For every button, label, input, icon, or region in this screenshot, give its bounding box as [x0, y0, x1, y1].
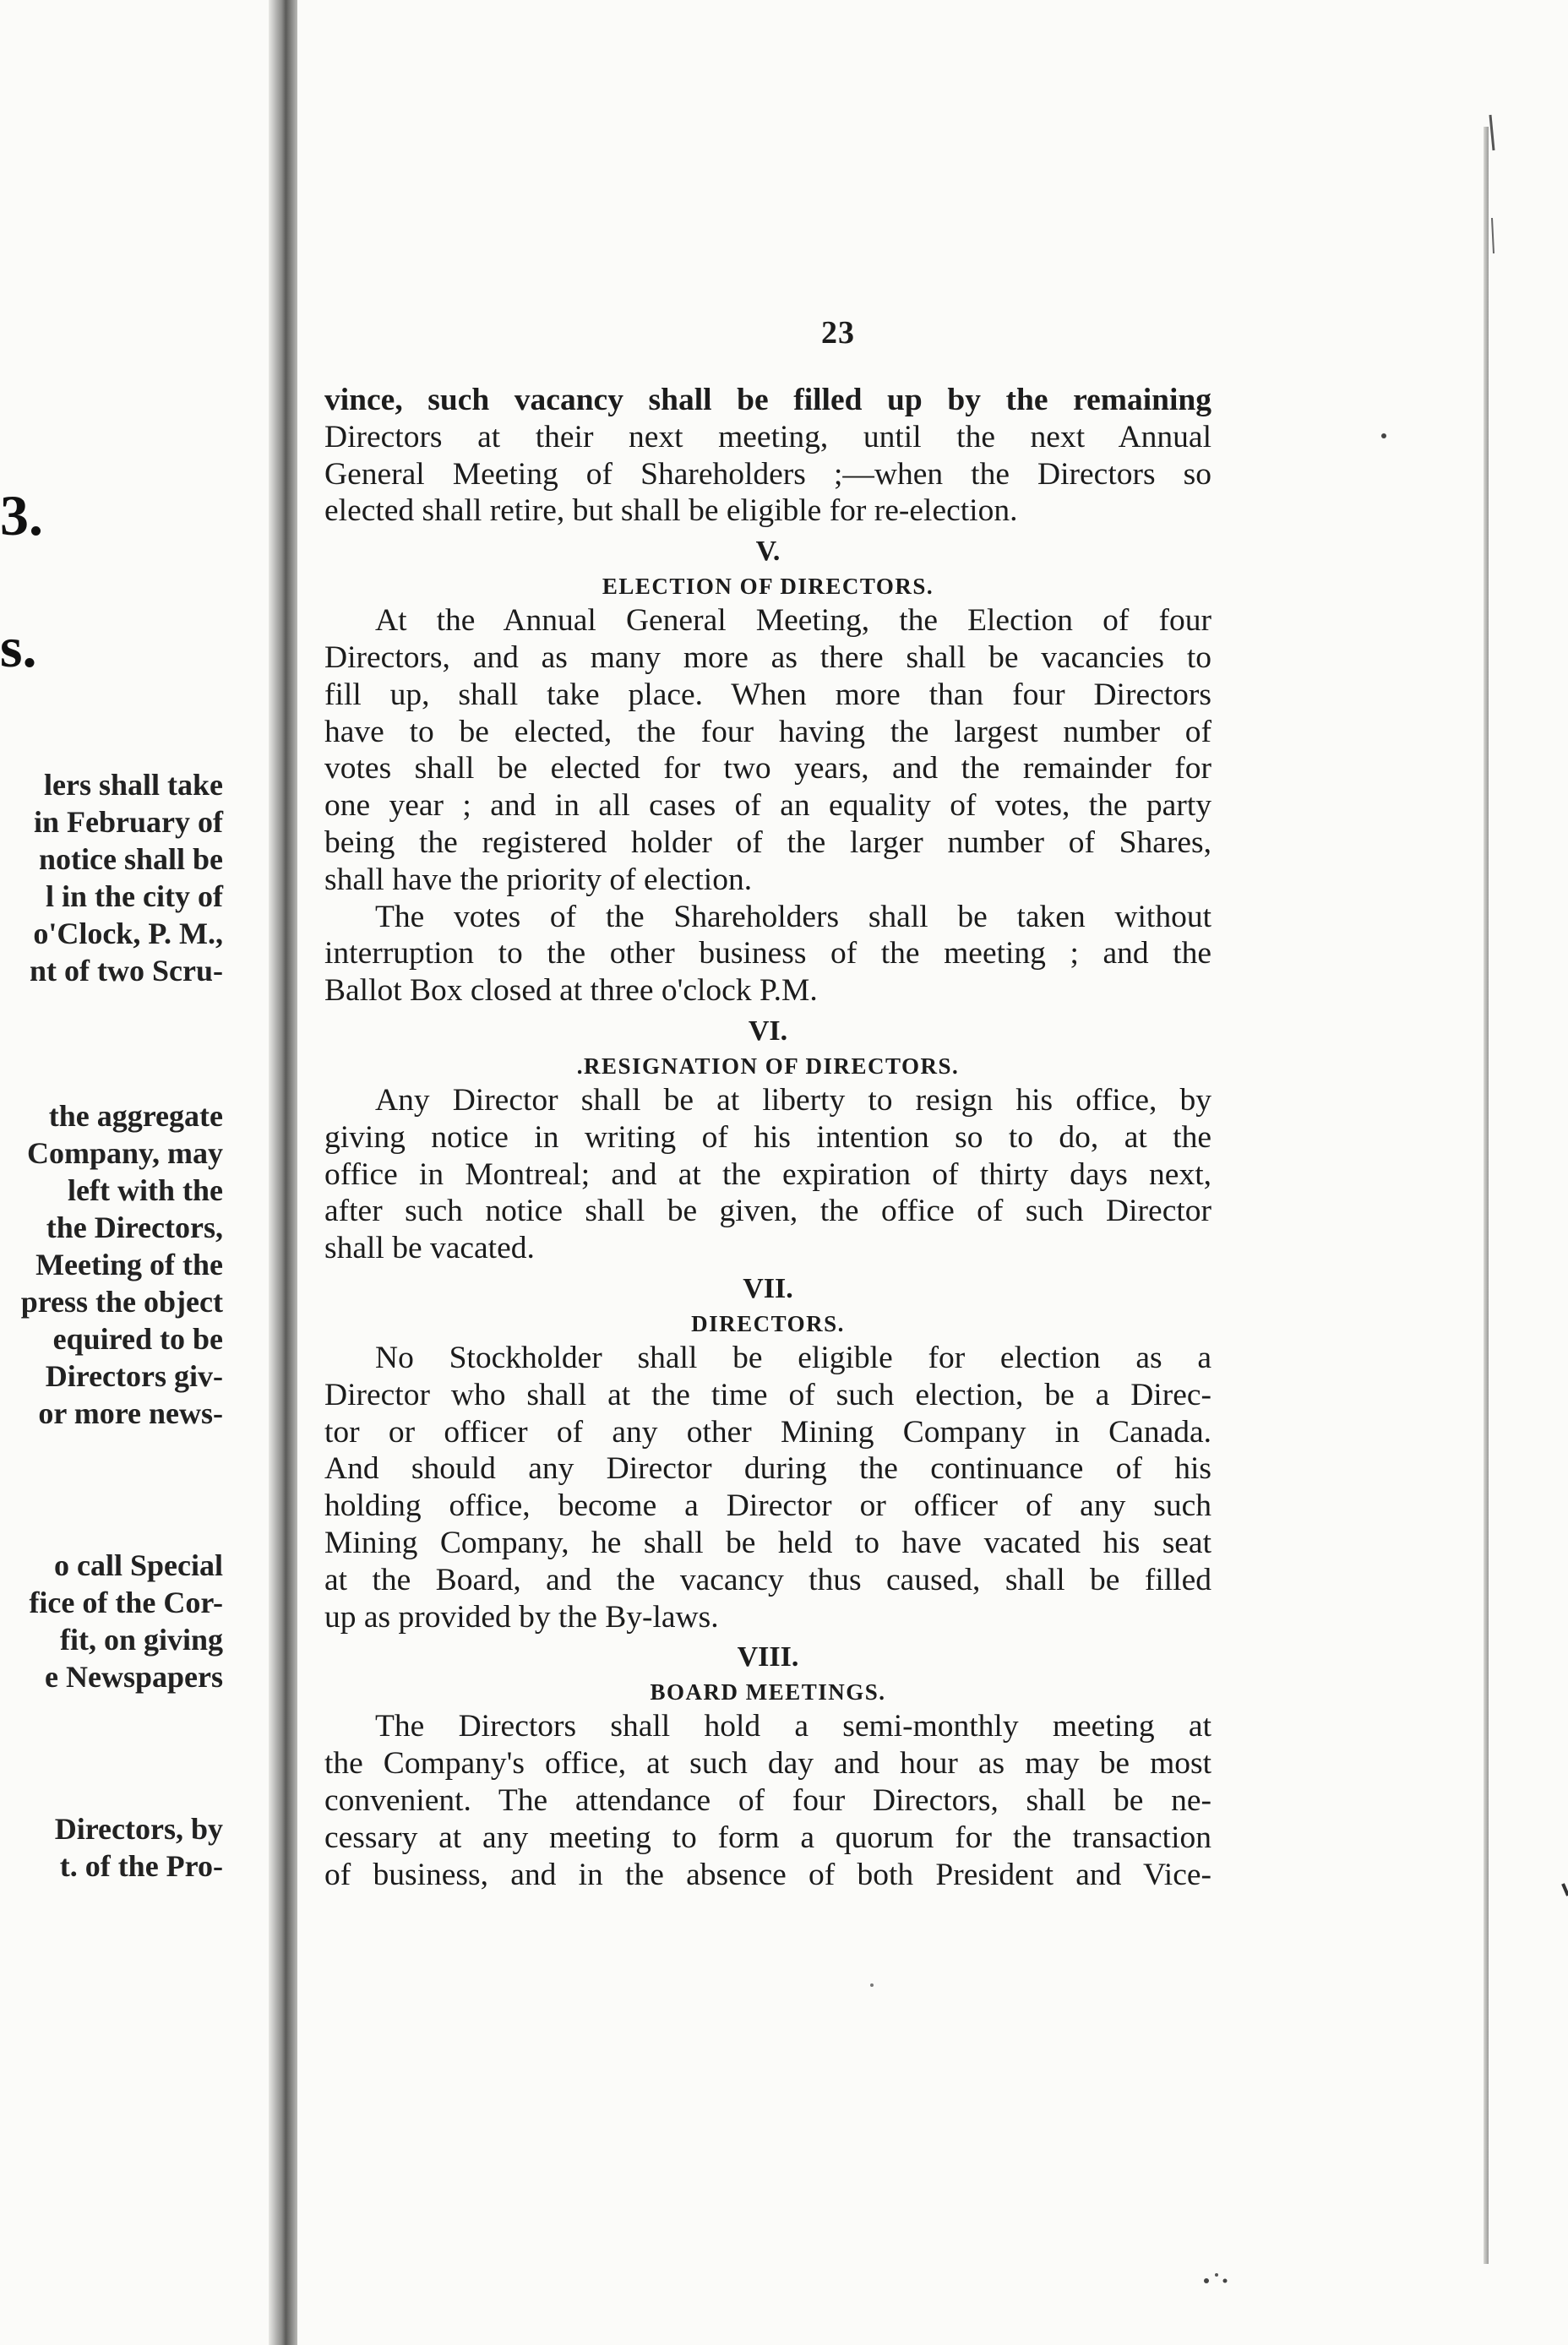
- text-line: cessary at any meeting to form a quorum for the transaction: [324, 1820, 1211, 1855]
- text-line: shall have the priority of election.: [324, 862, 753, 897]
- text-line: convenient. The attendance of four Directors, shall be ne-: [324, 1782, 1211, 1818]
- section-numeral: VI.: [748, 1015, 788, 1047]
- left-page-line: Directors, by: [54, 1812, 223, 1846]
- section-heading: DIRECTORS.: [691, 1310, 845, 1336]
- left-page-glyph: s.: [0, 615, 37, 679]
- left-page-glyph: 3.: [0, 483, 43, 547]
- text-line: after such notice shall be given, the office of such Director: [324, 1194, 1211, 1229]
- text-line: No Stockholder shall be eligible for election as a: [375, 1340, 1211, 1375]
- text-line: office in Montreal; and at the expiration of thirty days next,: [324, 1156, 1211, 1192]
- text-line: at the Board, and the vacancy thus caused, shall be filled: [324, 1562, 1211, 1597]
- left-page-line: nt of two Scru-: [30, 954, 223, 988]
- left-page-line: o call Special: [54, 1548, 223, 1582]
- section-numeral: V.: [755, 536, 781, 568]
- left-page-line: lers shall take: [44, 768, 223, 802]
- text-line: the Company's office, at such day and hour as may be most: [324, 1746, 1211, 1782]
- left-page-line: left with the: [68, 1173, 223, 1207]
- left-page-line: press the object: [20, 1285, 223, 1319]
- section-heading: ELECTION OF DIRECTORS.: [602, 574, 934, 600]
- text-line: interruption to the other business of the meeting ; and the: [324, 936, 1211, 971]
- left-page-fragment: [0, 51, 253, 2289]
- text-line: The votes of the Shareholders shall be taken without: [375, 899, 1211, 934]
- text-line: And should any Director during the continuance of his: [324, 1451, 1211, 1487]
- text-line: shall be vacated.: [324, 1231, 535, 1266]
- margin-specks: [1487, 0, 1568, 2345]
- left-page-line: l in the city of: [46, 879, 223, 913]
- section-heading: .RESIGNATION OF DIRECTORS.: [576, 1053, 960, 1079]
- page-number: 23: [821, 315, 855, 351]
- text-line: vince, such vacancy shall be filled up by the remaining: [324, 383, 1211, 417]
- left-page-line: in February of: [34, 805, 223, 839]
- book-gutter: [269, 0, 297, 2345]
- text-line: holding office, become a Director or officer of any such: [324, 1488, 1211, 1524]
- left-page-line: or more news-: [38, 1396, 223, 1430]
- scan-specks: [297, 0, 1484, 2345]
- text-line: of business, and in the absence of both President and Vice-: [324, 1857, 1211, 1892]
- text-line: Mining Company, he shall be held to have vacated his seat: [324, 1525, 1211, 1560]
- left-page-line: notice shall be: [38, 842, 223, 876]
- text-line: fill up, shall take place. When more than four Directors: [324, 677, 1211, 712]
- left-page-line: e Newspapers: [45, 1660, 223, 1694]
- left-page-line: equired to be: [52, 1322, 223, 1356]
- left-page-line: the Directors,: [46, 1211, 223, 1244]
- section-numeral: VII.: [743, 1272, 793, 1304]
- left-page-line: Directors giv-: [45, 1359, 223, 1393]
- text-line: one year ; and in all cases of an equality of votes, the party: [324, 788, 1211, 824]
- text-line: The Directors shall hold a semi-monthly meeting at: [375, 1709, 1211, 1744]
- right-page: [297, 0, 1484, 2345]
- left-page-line: t. of the Pro-: [59, 1849, 223, 1883]
- text-line: being the registered holder of the larger number of Shares,: [324, 824, 1211, 860]
- section-numeral: VIII.: [737, 1641, 799, 1673]
- text-line: Ballot Box closed at three o'clock P.M.: [324, 973, 818, 1009]
- text-line: Any Director shall be at liberty to resign his office, by: [375, 1082, 1211, 1118]
- text-line: General Meeting of Shareholders ;—when the Directors so: [324, 456, 1211, 492]
- left-page-line: fice of the Cor-: [29, 1586, 223, 1619]
- text-line: have to be elected, the four having the largest number of: [324, 714, 1211, 749]
- section-heading: BOARD MEETINGS.: [650, 1679, 886, 1706]
- left-page-line: Meeting of the: [35, 1248, 223, 1281]
- left-page-line: fit, on giving: [59, 1623, 223, 1657]
- text-line: Directors at their next meeting, until the next Annual: [324, 419, 1211, 454]
- text-line: At the Annual General Meeting, the Election of four: [375, 603, 1211, 639]
- left-page-line: the aggregate: [48, 1099, 223, 1133]
- text-line: Directors, and as many more as there shall be vacancies to: [324, 639, 1211, 675]
- left-page-line: o'Clock, P. M.,: [33, 917, 223, 950]
- text-line: Director who shall at the time of such election, be a Direc-: [324, 1377, 1211, 1412]
- text-line: votes shall be elected for two years, and the remainder for: [324, 751, 1211, 786]
- text-line: elected shall retire, but shall be eligible for re-election.: [324, 493, 1018, 529]
- text-line: up as provided by the By-laws.: [324, 1599, 719, 1635]
- left-page-line: Company, may: [26, 1136, 223, 1170]
- text-line: tor or officer of any other Mining Company in Canada.: [324, 1414, 1211, 1450]
- text-line: giving notice in writing of his intention so to do, at the: [324, 1119, 1211, 1155]
